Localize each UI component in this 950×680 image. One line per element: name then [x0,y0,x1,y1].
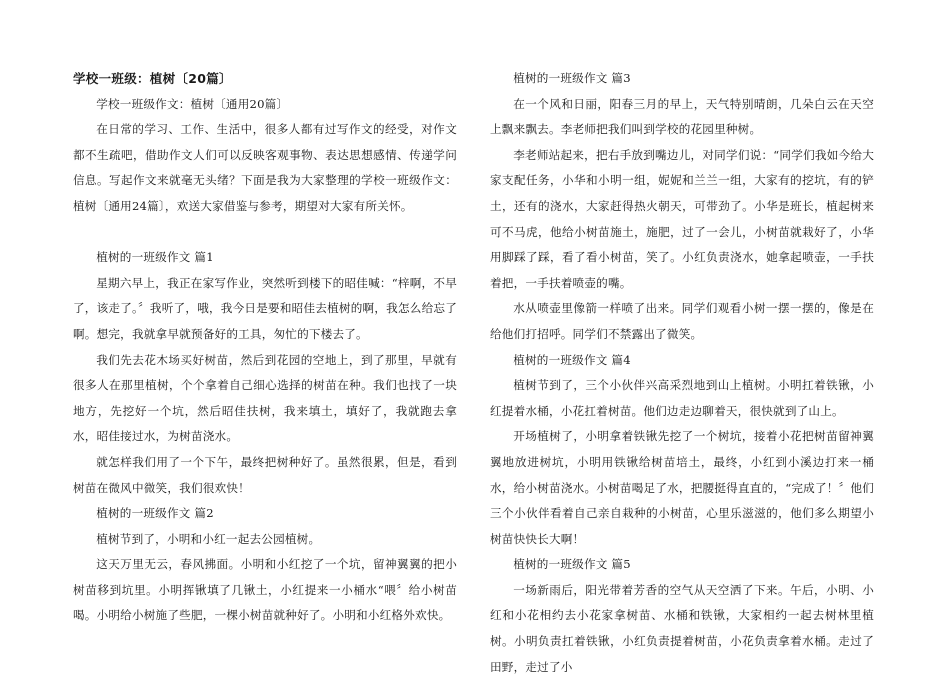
document-subtitle: 学校一班级作文：植树〔通用20篇〕 [96,96,289,111]
section-heading-2: 植树的一班级作文 篇2 [96,506,214,521]
section-heading-5: 植树的一班级作文 篇5 [513,557,631,572]
paragraph: 李老师站起来，把右手放到嘴边儿，对同学们说：“同学们我如今给大家支配任务，小华和小明一组，妮妮和兰兰一组，大家有的挖坑，有的铲土，还有的浇水，大家赶得热火朝天，可带劲了。小华是班长，植起树来可不马虎，他给小树苗施土，施肥，过了一会儿，小树苗就栽好了，小华用脚踩了踩，看了看小树苗，笑了。小红负责浇水，她拿起喷壶，一手扶着把，一手扶着喷壶的嘴。 [490,147,874,290]
right-column [490,66,874,680]
paragraph: 植树节到了，小明和小红一起去公园植树。 [96,531,321,546]
blank-line [73,220,457,246]
paragraph: 就怎样我们用了一个下午，最终把树种好了。虽然很累，但是，看到树苗在微风中微笑，我们很欢快！ [73,454,457,495]
intro-paragraph: 在日常的学习、工作、生活中，很多人都有过写作文的经受，对作文都不生疏吧，借助作文人们可以反映客观事物、表达思想感情、传递学问信息。写起作文来就毫无头绪？下面是我为大家整理的学校一班级作文：植树〔通用24篇〕，欢送大家借鉴与参考，期望对大家有所关怀。 [73,122,457,213]
paragraph: 星期六早上，我正在家写作业，突然听到楼下的昭佳喊：“梓啊，不早了，该走了。〞我听了，哦，我今日是要和昭佳去植树的啊，我怎么给忘了啊。想完，我就拿早就预备好的工具，匆忙的下楼去了。 [73,275,457,341]
paragraph: 在一个风和日丽，阳春三月的早上，天气特别晴朗，几朵白云在天空上飘来飘去。李老师把我们叫到学校的花园里种树。 [490,96,874,137]
paragraph: 这天万里无云，春风拂面。小明和小红挖了一个坑，留神翼翼的把小树苗移到坑里。小明挥锹填了几锹土，小红提来一小桶水“喂〞给小树苗喝。小明给小树施了些肥，一棵小树苗就种好了。小明和小红格外欢快。 [73,557,457,623]
section-heading-4: 植树的一班级作文 篇4 [513,352,631,367]
paragraph: 一场新雨后，阳光带着芳香的空气从天空洒了下来。午后，小明、小红和小花相约去小花家拿树苗、水桶和铁锹，大家相约一起去树林里植树。小明负责扛着铁锹，小红负责提着树苗，小花负责拿着水桶。走过了田野，走过了小 [490,582,874,674]
left-column [73,66,457,629]
paragraph: 开场植树了，小明拿着铁锹先挖了一个树坑，接着小花把树苗留神翼翼地放进树坑，小明用铁锹给树苗培土，最终，小红到小溪边打来一桶水，给小树苗浇水。小树苗喝足了水，把腰挺得直直的，“完成了！〞他们三个小伙伴看着自己亲自栽种的小树苗，心里乐滋滋的，他们多么期望小树苗快快长大啊！ [490,429,874,546]
document-title: 学校一班级：植树〔20篇〕 [73,71,232,86]
section-heading-1: 植树的一班级作文 篇1 [96,250,214,265]
paragraph: 我们先去花木场买好树苗，然后到花园的空地上，到了那里，早就有很多人在那里植树，个个拿着自己细心选择的树苗在种。我们也找了一块地方，先挖好一个坑，然后昭佳扶树，我来填土，填好了，我就跑去拿水，昭佳接过水，为树苗浇水。 [73,352,457,444]
paragraph: 水从喷壶里像箭一样喷了出来。同学们观看小树一摆一摆的，像是在给他们打招呼。同学们不禁露出了微笑。 [490,301,874,341]
paragraph: 植树节到了，三个小伙伴兴高采烈地到山上植树。小明扛着铁锹，小红提着水桶，小花扛着树苗。他们边走边聊着天，很快就到了山上。 [490,378,874,418]
section-heading-3: 植树的一班级作文 篇3 [513,71,631,85]
